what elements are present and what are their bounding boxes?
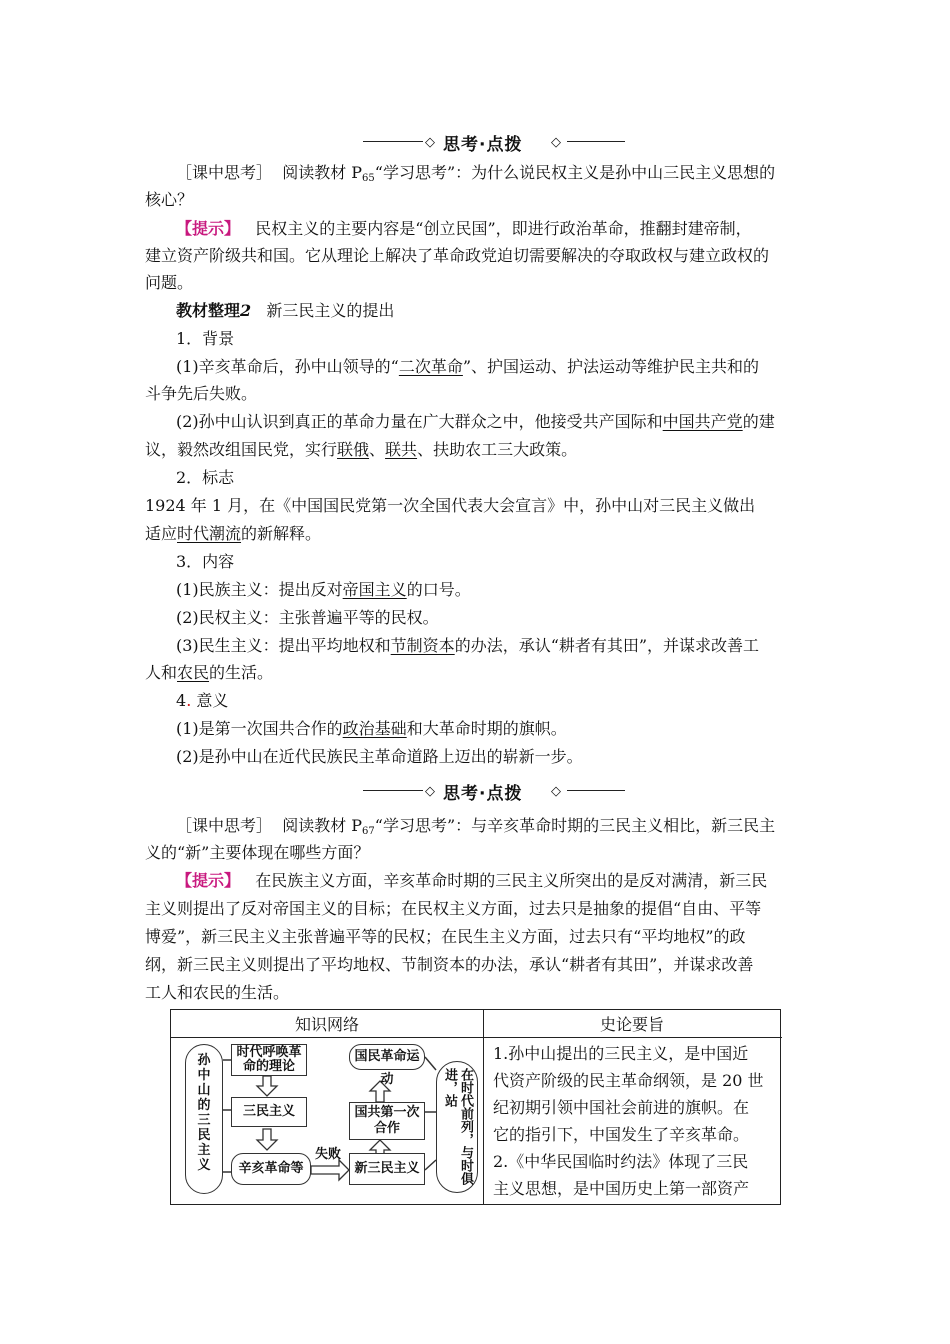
material-title: 教材整理2 新三民主义的提出: [176, 301, 395, 320]
heading-rule-left: [363, 790, 423, 791]
hint-line: 博爱”，新三民主义主张普遍平等的民权；在民生主义方面，过去只有“平均地权”的政: [145, 927, 746, 946]
page-number: 65: [362, 173, 375, 184]
question-line: 核心？: [145, 190, 194, 209]
text-line: 斗争先后失败。: [145, 384, 258, 403]
hint-line: 问题。: [145, 273, 194, 292]
hint-tag: 【提示】: [176, 219, 241, 238]
diamond-icon: ◇: [551, 135, 561, 150]
history-note-line: 代资产阶级的民主革命纲领，是 20 世: [493, 1071, 764, 1090]
history-note-line: 它的指引下，中国发生了辛亥革命。: [493, 1125, 750, 1144]
table-header-history: 史论要旨: [599, 1015, 664, 1034]
table-header-knowledge: 知识网络: [294, 1015, 359, 1034]
box-three-principles: 三民主义: [231, 1097, 307, 1127]
heading-title: 思考·点拨: [443, 135, 523, 155]
box-xinhai-revolution: 辛亥革命等: [231, 1153, 311, 1185]
history-note-line: 2.《中华民国临时约法》体现了三民: [493, 1152, 749, 1171]
hint-line: 建立资产阶级共和国。它从理论上解决了革命政党迫切需要解决的夺取政权与建立政权的: [145, 246, 770, 265]
hint-line: 【提示】 在民族主义方面，辛亥革命时期的三民主义所突出的是反对满清，新三民: [176, 871, 768, 890]
heading-title: 思考·点拨: [443, 784, 523, 804]
text-line: (2)是孙中山在近代民族民主革命道路上迈出的崭新一步。: [176, 747, 583, 766]
text-line: (1)辛亥革命后，孙中山领导的“二次革命”、护国运动、护法运动等维护民主共和的: [176, 357, 760, 376]
box-national-revolution: 国民革命运动: [349, 1044, 425, 1070]
text-line: 人和农民的生活。: [145, 663, 274, 682]
text-line: 议，毅然改组国民党，实行联俄、联共、扶助农工三大政策。: [145, 440, 578, 459]
question-line: ［课中思考］ 阅读教材 $P_{67}“$学习思考”：与辛亥革命时期的三民主义相比，新三民主: [176, 816, 776, 837]
question-tag: ［课中思考］: [176, 163, 273, 182]
subheading: 1．背景: [176, 329, 235, 348]
subheading: 3．内容: [176, 552, 235, 571]
hint-line: 主义则提出了反对帝国主义的目标；在民权主义方面，过去只是抽象的提倡“自由、平等: [145, 899, 762, 918]
left-oval-label: 孙中山的三民主义: [197, 1053, 211, 1173]
question-tag: ［课中思考］: [176, 816, 273, 835]
text-line: (2)民权主义：主张普遍平等的民权。: [176, 608, 439, 627]
heading-rule-right: [567, 141, 625, 142]
text-line: (1)民族主义：提出反对帝国主义的口号。: [176, 580, 471, 599]
section-heading-1: [363, 130, 625, 154]
right-oval-label: 在时代前列，与时俱进，站: [442, 1068, 473, 1185]
text-line: 适应时代潮流的新解释。: [145, 524, 322, 543]
page-number: 67: [362, 826, 375, 837]
heading-rule-left: [363, 141, 423, 142]
hint-line: 纲，新三民主义则提出了平均地权、节制资本的办法，承认“耕者有其田”，并谋求改善: [145, 955, 754, 974]
text-line: 1924 年 1 月，在《中国国民党第一次全国代表大会宣言》中，孙中山对三民主义做出: [145, 496, 756, 515]
box-revolution-theory: 时代呼唤革命的理论: [231, 1044, 307, 1076]
diamond-icon: ◇: [425, 135, 435, 150]
box-new-three-principles: 新三民主义: [349, 1153, 425, 1185]
question-line: ［课中思考］ 阅读教材 $P_{65}“$学习思考”：为什么说民权主义是孙中山三民主义思想的: [176, 163, 776, 184]
history-note-line: 1.孙中山提出的三民主义，是中国近: [493, 1044, 749, 1063]
box-first-cooperation: 国共第一次合作: [349, 1102, 425, 1140]
text-line: (1)是第一次国共合作的政治基础和大革命时期的旗帜。: [176, 719, 567, 738]
arrow-label-failure: 失败: [314, 1147, 341, 1162]
history-note-line: 纪初期引领中国社会前进的旗帜。在: [493, 1098, 750, 1117]
heading-rule-right: [567, 790, 625, 791]
table-divider: [483, 1010, 484, 1205]
subheading: 4. 意义: [176, 691, 229, 710]
summary-table: [170, 1009, 781, 1205]
question-line: 义的“新”主要体现在哪些方面？: [145, 843, 370, 862]
diamond-icon: ◇: [425, 784, 435, 799]
text-line: (2)孙中山认识到真正的革命力量在广大群众之中，他接受共产国际和中国共产党的建: [176, 412, 775, 431]
section-heading-2: [363, 779, 625, 803]
hint-line: 【提示】 民权主义的主要内容是“创立民国”，即进行政治革命，推翻封建帝制，: [176, 219, 752, 238]
hint-line: 工人和农民的生活。: [145, 983, 290, 1002]
subheading: 2．标志: [176, 468, 235, 487]
history-note-line: 主义思想，是中国历史上第一部资产: [493, 1179, 750, 1198]
diamond-icon: ◇: [551, 784, 561, 799]
text-line: (3)民生主义：提出平均地权和节制资本的办法，承认“耕者有其田”，并谋求改善工: [176, 636, 760, 655]
hint-tag: 【提示】: [176, 871, 241, 890]
